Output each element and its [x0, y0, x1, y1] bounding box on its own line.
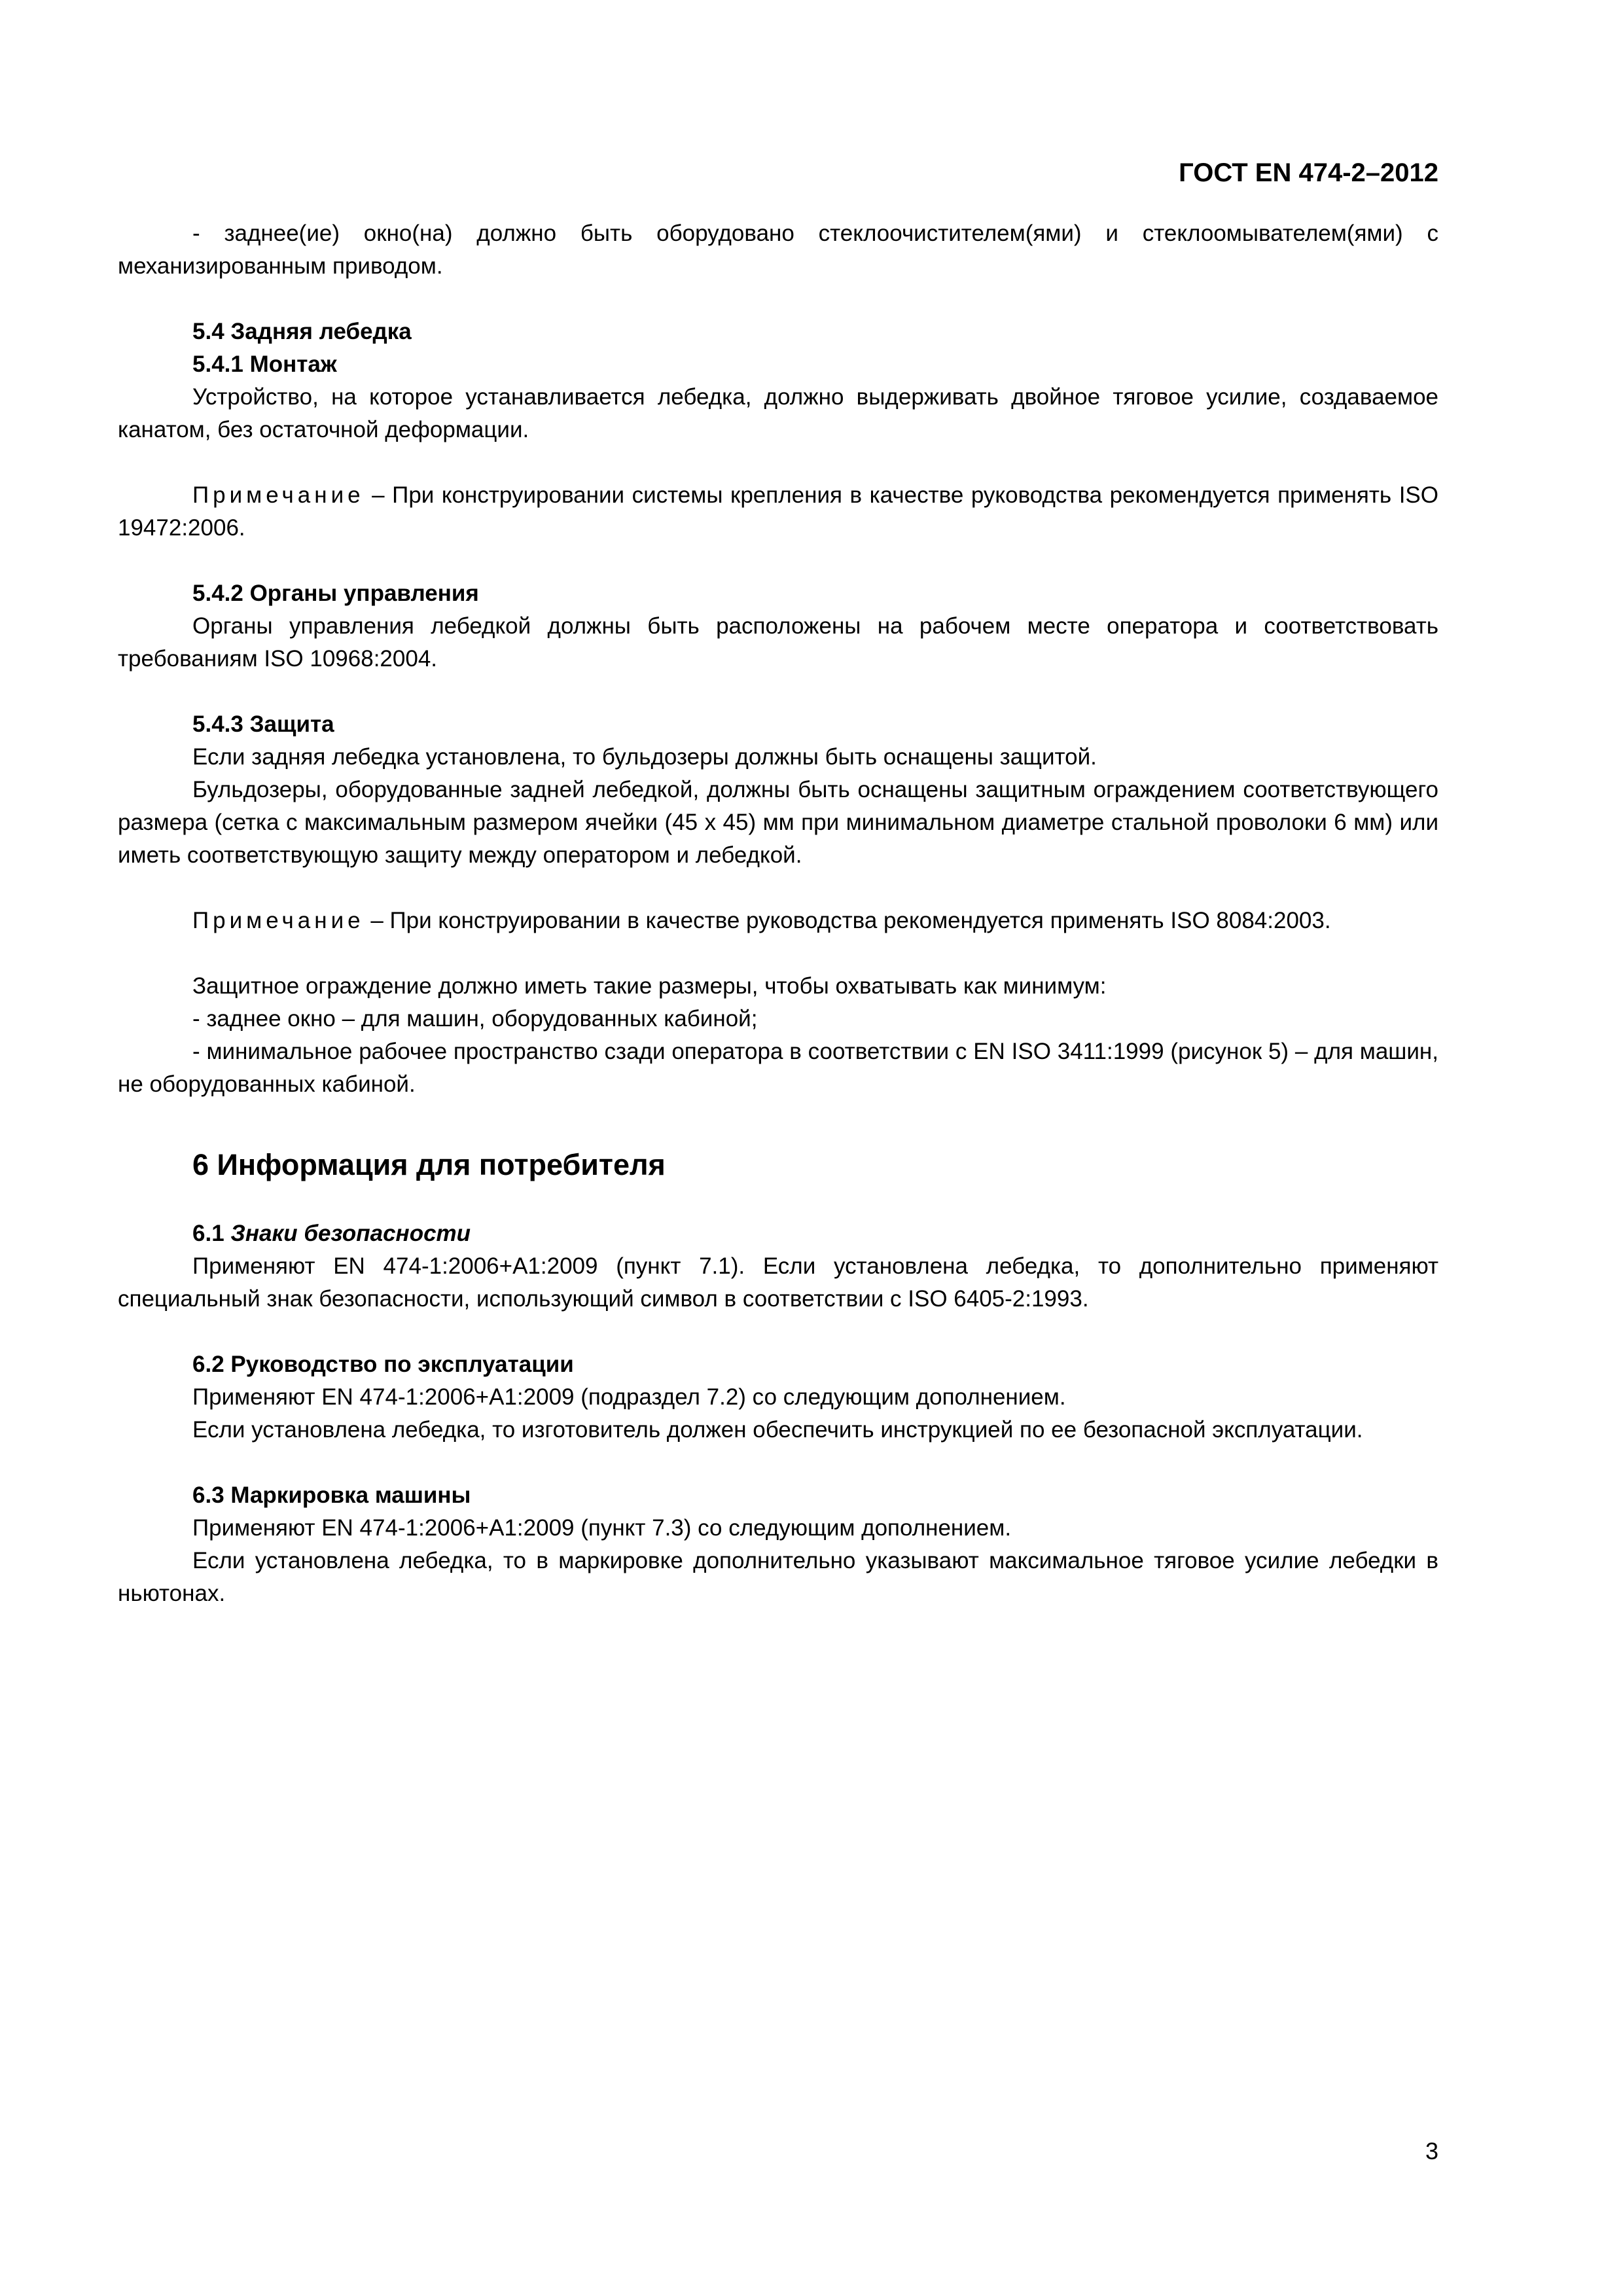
- paragraph-rear-window-washers: - заднее(ие) окно(на) должно быть оборудовано стеклоочистителем(ями) и стеклоомывателем(ями) с механизированным приводом.: [118, 221, 1438, 279]
- heading-5-4-3: 5.4.3 Защита: [192, 711, 334, 737]
- spacer: [118, 937, 1438, 970]
- note-5-4-3: [118, 905, 1438, 937]
- spacer: [118, 1185, 1438, 1217]
- spacer: [118, 545, 1438, 577]
- list-item-guard-2: - минимальное рабочее пространство сзади оператора в соответствии с EN ISO 3411:1999 (рисунок 5) – для машин, не оборудованных кабиной.: [118, 1039, 1438, 1097]
- spacer: [118, 1446, 1438, 1479]
- note-text: – При конструировании системы крепления в качестве руководства рекомендуется применять ISO 19472:2006.: [118, 482, 1438, 541]
- paragraph-6-2-a: Применяют EN 474-1:2006+A1:2009 (подраздел 7.2) со следующим дополнением.: [192, 1384, 1066, 1410]
- heading-5-4-2: 5.4.2 Органы управления: [192, 581, 479, 606]
- page-number: 3: [1425, 2138, 1438, 2164]
- paragraph-6-2-b: Если установлена лебедка, то изготовитель должен обеспечить инструкцией по ее безопасной эксплуатации.: [192, 1417, 1363, 1443]
- spacer: [118, 1316, 1438, 1348]
- spacer: [118, 446, 1438, 479]
- heading-6-2: 6.2 Руководство по эксплуатации: [192, 1352, 574, 1377]
- spacer: [118, 283, 1438, 315]
- paragraph-6-3-a: Применяют EN 474-1:2006+A1:2009 (пункт 7.3) со следующим дополнением.: [192, 1515, 1012, 1541]
- spacer: [118, 872, 1438, 905]
- heading-5-4-1: 5.4.1 Монтаж: [192, 351, 337, 377]
- paragraph-5-4-1: Устройство, на которое устанавливается лебедка, должно выдерживать двойное тяговое усилие, создаваемое канатом, без остаточной деформации.: [118, 384, 1438, 442]
- paragraph-5-4-2: Органы управления лебедкой должны быть расположены на рабочем месте оператора и соответствовать требованиям ISO 10968:2004.: [118, 613, 1438, 672]
- spacer: [118, 675, 1438, 708]
- spacer: [118, 1101, 1438, 1145]
- document-body: [118, 217, 1438, 1610]
- document-standard-id: ГОСТ EN 474-2–2012: [1179, 158, 1438, 187]
- heading-6-3: 6.3 Маркировка машины: [192, 1482, 471, 1508]
- paragraph-guard-intro: Защитное ограждение должно иметь такие размеры, чтобы охватывать как минимум:: [192, 973, 1107, 999]
- heading-6-1-number: 6.1: [192, 1221, 224, 1246]
- list-item-guard-1: - заднее окно – для машин, оборудованных кабиной;: [192, 1006, 758, 1031]
- paragraph-6-3-b: Если установлена лебедка, то в маркировке дополнительно указывают максимальное тяговое усилие лебедки в ньютонах.: [118, 1548, 1438, 1606]
- paragraph-5-4-3-a: Если задняя лебедка установлена, то бульдозеры должны быть оснащены защитой.: [192, 744, 1097, 770]
- paragraph-5-4-3-b: Бульдозеры, оборудованные задней лебедкой, должны быть оснащены защитным ограждением соответствующего размера (сетка с максимальным размером ячейки (45 x 45) мм при минимальном диаметре стальной проволоки 6 мм) или иметь соответствующую защиту между оператором и лебедкой.: [118, 777, 1438, 868]
- paragraph-6-1: Применяют EN 474-1:2006+A1:2009 (пункт 7.1). Если установлена лебедка, то дополнительно применяют специальный знак безопасности, использующий символ в соответствии с ISO 6405-2:1993.: [118, 1253, 1438, 1312]
- heading-6-1-title: Знаки безопасности: [230, 1221, 471, 1246]
- heading-5-4: 5.4 Задняя лебедка: [192, 319, 412, 344]
- note-5-4-1: [118, 479, 1438, 545]
- note-text: – При конструировании в качестве руководства рекомендуется применять ISO 8084:2003.: [364, 908, 1331, 933]
- note-label: Примечание: [192, 908, 365, 933]
- heading-section-6: 6 Информация для потребителя: [192, 1148, 666, 1181]
- note-label: Примечание: [192, 482, 365, 508]
- heading-6-1: [118, 1217, 1438, 1250]
